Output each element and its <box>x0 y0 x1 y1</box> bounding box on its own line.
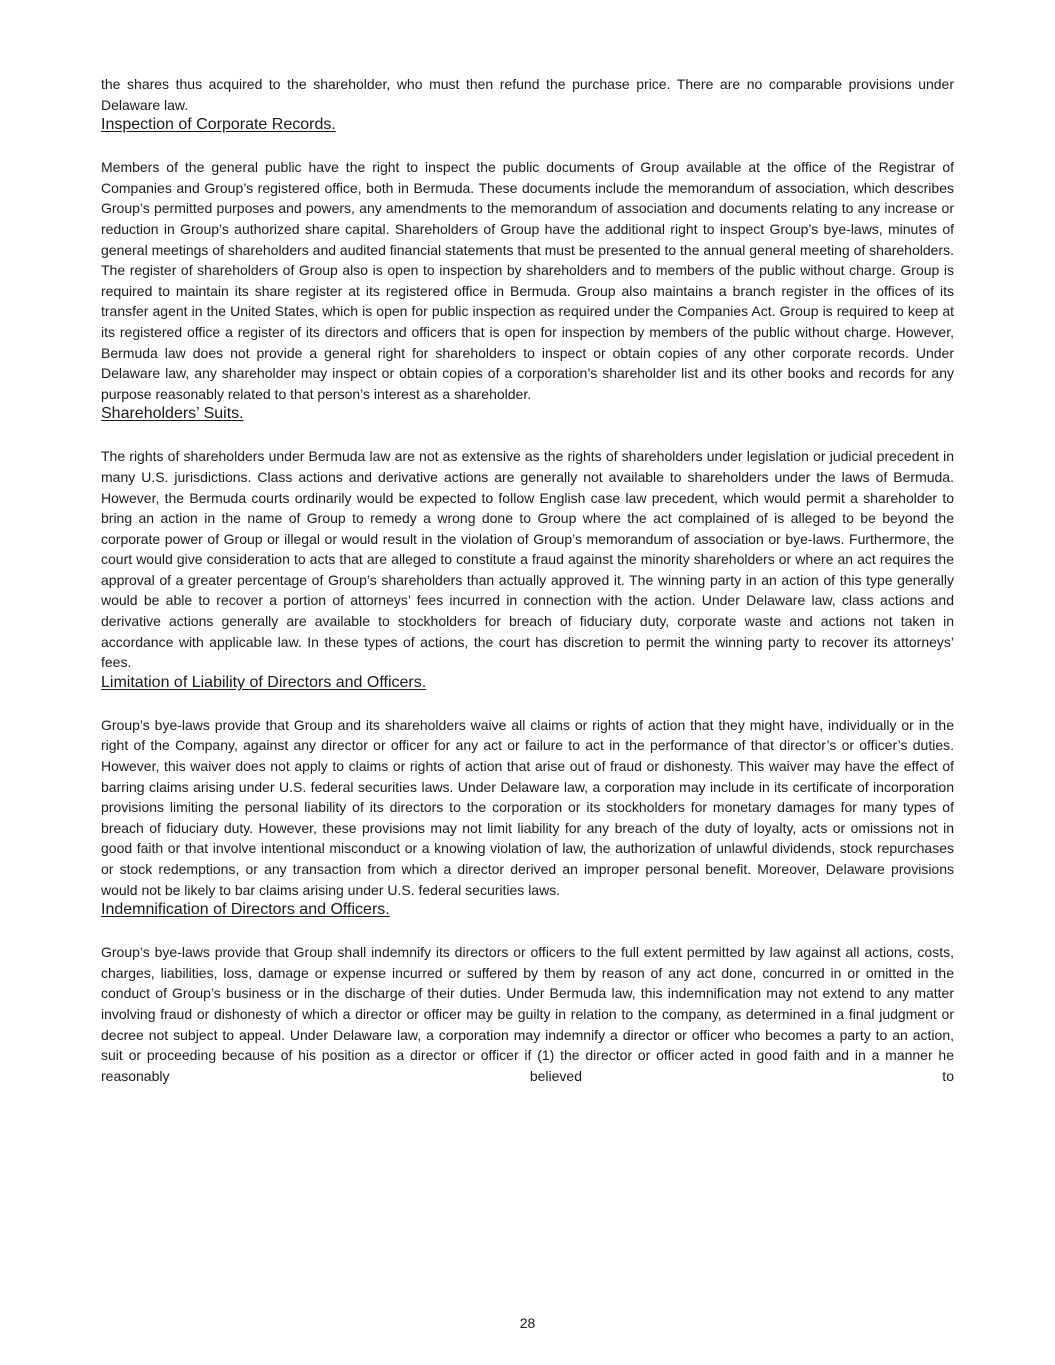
section-indemnification-heading-wrap <box>101 900 954 920</box>
section-suits-heading-wrap <box>101 404 954 424</box>
section-inspection-heading-wrap <box>101 115 954 135</box>
section-heading-limitation-of-liability: Limitation of Liability of Directors and Officers. <box>101 673 427 691</box>
section-paragraph-inspection: Members of the general public have the right to inspect the public documents of Group available at the office of the Registrar of Companies and Group’s registered office, both in Bermuda. These documents include the memorandum of association, which describes Group’s permitted purposes and powers, any amendments to the memorandum of association and documents relating to any increase or reduction in Group’s authorized share capital. Shareholders of Group have the additional right to inspect Group’s bye-laws, minutes of general meetings of shareholders and audited financial statements that must be presented to the annual general meeting of shareholders. The register of shareholders of Group also is open to inspection by shareholders and to members of the public without charge. Group is required to maintain its share register at its registered office in Bermuda. Group also maintains a branch register in the offices of its transfer agent in the United States, which is open for public inspection as required under the Companies Act. Group is required to keep at its registered office a register of its directors and officers that is open for inspection by members of the public without charge. However, Bermuda law does not provide a general right for shareholders to inspect or obtain copies of any other corporate records. Under Delaware law, any shareholder may inspect or obtain copies of a corporation’s shareholder list and its other books and records for any purpose reasonably related to that person’s interest as a shareholder. <box>101 159 954 402</box>
intro-paragraph: the shares thus acquired to the shareholder, who must then refund the purchase price. There are no comparable provisions under Delaware law. <box>101 76 954 113</box>
section-liability-heading-wrap <box>101 673 954 693</box>
section-paragraph-limitation-of-liability: Group’s bye-laws provide that Group and its shareholders waive all claims or rights of action that they might have, individually or in the right of the Company, against any director or officer for any act or failure to act in the performance of that director’s or officer’s duties. However, this waiver does not apply to claims or rights of action that arise out of fraud or dishonesty. This waiver may have the effect of barring claims arising under U.S. federal securities laws. Under Delaware law, a corporation may include in its certificate of incorporation provisions limiting the personal liability of its directors to the corporation or its stockholders for monetary damages for many types of breach of fiduciary duty. However, these provisions may not limit liability for any breach of the duty of loyalty, acts or omissions not in good faith or that involve intentional misconduct or a knowing violation of law, the authorization of unlawful dividends, stock repurchases or stock redemptions, or any transaction from which a director derived an improper personal benefit. Moreover, Delaware provisions would not be likely to bar claims arising under U.S. federal securities laws. <box>101 716 954 898</box>
section-paragraph-indemnification: Group’s bye-laws provide that Group shall indemnify its directors or officers to the full extent permitted by law against all actions, costs, charges, liabilities, loss, damage or expense incurred or suffered by them by reason of any act done, concurred in or omitted in the conduct of Group’s business or in the discharge of their duties. Under Bermuda law, this indemnification may not extend to any matter involving fraud or dishonesty of which a director or officer may be guilty in relation to the company, as determined in a final judgment or decree not subject to appeal. Under Delaware law, a corporation may indemnify a director or officer who becomes a party to an action, suit or proceeding because of his position as a director or officer if (1) the director or officer acted in good faith and in a manner he reasonably believed to <box>101 944 954 1084</box>
document-page <box>101 74 954 1086</box>
page-number: 28 <box>519 1315 536 1331</box>
section-heading-indemnification: Indemnification of Directors and Officers. <box>101 901 390 919</box>
section-heading-inspection: Inspection of Corporate Records. <box>101 116 336 134</box>
section-heading-shareholders-suits: Shareholders’ Suits. <box>101 405 244 423</box>
section-paragraph-shareholders-suits: The rights of shareholders under Bermuda law are not as extensive as the rights of shareholders under legislation or judicial precedent in many U.S. jurisdictions. Class actions and derivative actions are generally not available to shareholders under the laws of Bermuda. However, the Bermuda courts ordinarily would be expected to follow English case law precedent, which would permit a shareholder to bring an action in the name of Group to remedy a wrong done to Group where the act complained of is alleged to be beyond the corporate power of Group or illegal or would result in the violation of Group’s memorandum of association or bye-laws. Furthermore, the court would give consideration to acts that are alleged to constitute a fraud against the minority shareholders or where an act requires the approval of a greater percentage of Group’s shareholders than actually approved it. The winning party in an action of this type generally would be able to recover a portion of attorneys’ fees incurred in connection with the action. Under Delaware law, class actions and derivative actions generally are available to stockholders for breach of fiduciary duty, corporate waste and actions not taken in accordance with applicable law. In these types of actions, the court has discretion to permit the winning party to recover its attorneys’ fees. <box>101 448 954 671</box>
